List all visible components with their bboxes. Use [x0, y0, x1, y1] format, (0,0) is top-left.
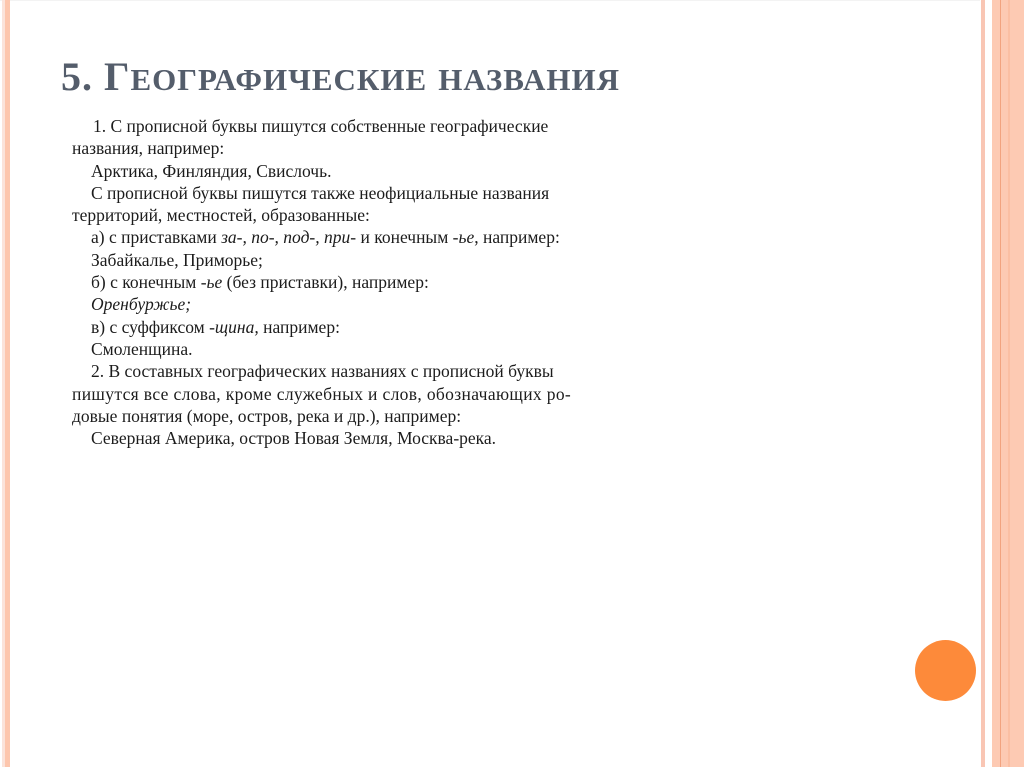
title-first-letter: Г	[104, 54, 131, 99]
title-word-2: НАЗВАНИЯ	[438, 62, 621, 97]
text-line-2: названия, например:	[72, 138, 225, 159]
text-line-1: 1. С прописной буквы пишутся собственные географические	[93, 116, 549, 136]
title-word-1-rest: ЕОГРАФИЧЕСКИЕ	[130, 62, 428, 97]
left-decorative-stripe	[5, 0, 10, 767]
text-line-15: Северная Америка, остров Новая Земля, Москва-река.	[91, 428, 497, 449]
text-line-12: 2. В составных географических названиях с прописной буквы	[91, 361, 554, 382]
text-line-4: С прописной буквы пишутся также неофициальные названия	[91, 182, 550, 203]
text-line-9: Оренбуржье;	[91, 294, 192, 315]
right-decorative-band-line	[1000, 0, 1001, 767]
right-decorative-stripe-thin	[981, 0, 985, 767]
text-line-13: пишутся все слова, кроме служебных и слов, обозначающих ро-	[72, 383, 572, 404]
top-border-line	[0, 0, 980, 1]
prefix-examples: за-, по-, под-, при-	[221, 227, 357, 248]
slide-title	[61, 53, 620, 104]
suffix-ye: -ье	[452, 227, 475, 248]
suffix-shchina: -щина,	[209, 316, 259, 337]
title-number: 5.	[61, 54, 93, 99]
decorative-orange-circle	[915, 640, 976, 701]
text-line-3: Арктика, Финляндия, Свислочь.	[91, 160, 332, 181]
text-line-11: Смоленщина.	[91, 338, 193, 359]
right-decorative-band-line-2	[1008, 0, 1010, 767]
text-line-5: территорий, местностей, образованные:	[72, 205, 370, 226]
scanned-text-block	[72, 115, 666, 449]
text-line-8: б) с конечным -ье (без приставки), например:	[91, 272, 429, 293]
suffix-ye: -ье	[200, 272, 223, 293]
text-line-7: Забайкалье, Приморье;	[91, 249, 263, 270]
text-line-10: в) с суффиксом -щина, например:	[91, 316, 340, 337]
text-line-14: довые понятия (море, остров, река и др.), например:	[72, 405, 462, 426]
text-line-6: а) с приставками за-, по-, под-, при- и конечным -ье, например:	[91, 227, 560, 248]
